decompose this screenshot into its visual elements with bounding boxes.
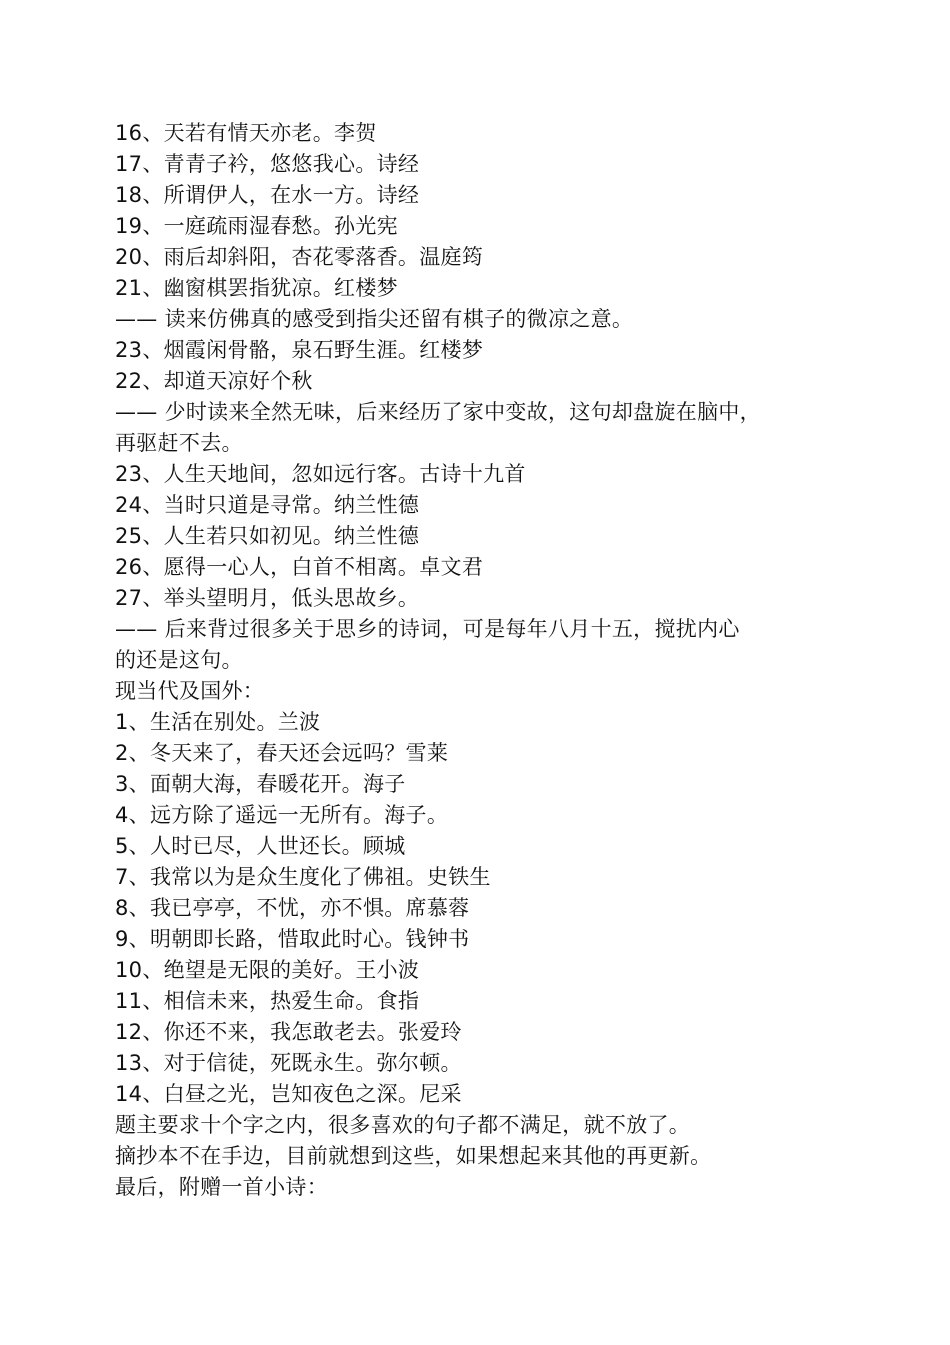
quote-line-17: 17、青青子衿，悠悠我心。诗经 — [115, 152, 420, 176]
modern-quote-10: 10、绝望是无限的美好。王小波 — [115, 958, 420, 982]
modern-quote-12: 12、你还不来，我怎敢老去。张爱玲 — [115, 1020, 462, 1044]
closing-note-2: 摘抄本不在手边，目前就想到这些，如果想起来其他的再更新。 — [115, 1144, 712, 1168]
commentary-continuation: 的还是这句。 — [115, 648, 243, 672]
quote-line-18: 18、所谓伊人，在水一方。诗经 — [115, 183, 420, 207]
quote-line-24: 24、当时只道是寻常。纳兰性德 — [115, 493, 420, 517]
closing-note-1: 题主要求十个字之内，很多喜欢的句子都不满足，就不放了。 — [115, 1113, 691, 1137]
quote-line-19: 19、一庭疏雨湿春愁。孙光宪 — [115, 214, 398, 238]
quote-line-22: 22、却道天凉好个秋 — [115, 369, 313, 393]
modern-quote-5: 5、人时已尽，人世还长。顾城 — [115, 834, 406, 858]
modern-quote-14: 14、白昼之光，岂知夜色之深。尼采 — [115, 1082, 462, 1106]
modern-quote-7: 7、我常以为是众生度化了佛祖。史铁生 — [115, 865, 491, 889]
commentary-line: —— 少时读来全然无味，后来经历了家中变故，这句却盘旋在脑中， — [115, 400, 761, 424]
commentary-continuation: 再驱赶不去。 — [115, 431, 243, 455]
quote-line-20: 20、雨后却斜阳，杏花零落香。温庭筠 — [115, 245, 484, 269]
quote-line-26: 26、愿得一心人，白首不相离。卓文君 — [115, 555, 484, 579]
modern-quote-11: 11、相信未来，热爱生命。食指 — [115, 989, 420, 1013]
modern-quote-1: 1、生活在别处。兰波 — [115, 710, 321, 734]
modern-quote-9: 9、明朝即长路，惜取此时心。钱钟书 — [115, 927, 470, 951]
modern-quote-13: 13、对于信徒，死既永生。弥尔顿。 — [115, 1051, 462, 1075]
quote-line-23b: 23、人生天地间，忽如远行客。古诗十九首 — [115, 462, 526, 486]
document-body — [115, 118, 775, 1203]
closing-note-3: 最后，附赠一首小诗： — [115, 1175, 328, 1199]
quote-line-16: 16、天若有情天亦老。李贺 — [115, 121, 377, 145]
modern-quote-3: 3、面朝大海，春暖花开。海子 — [115, 772, 406, 796]
section-heading: 现当代及国外： — [115, 679, 265, 703]
quote-line-21: 21、幽窗棋罢指犹凉。红楼梦 — [115, 276, 398, 300]
quote-line-23a: 23、烟霞闲骨骼，泉石野生涯。红楼梦 — [115, 338, 484, 362]
modern-quote-8: 8、我已亭亭，不忧，亦不惧。席慕蓉 — [115, 896, 470, 920]
modern-quote-2: 2、冬天来了，春天还会远吗？雪莱 — [115, 741, 449, 765]
quote-line-27: 27、举头望明月，低头思故乡。 — [115, 586, 420, 610]
commentary-line: —— 后来背过很多关于思乡的诗词，可是每年八月十五，搅扰内心 — [115, 617, 740, 641]
modern-quote-4: 4、远方除了遥远一无所有。海子。 — [115, 803, 449, 827]
quote-line-25: 25、人生若只如初见。纳兰性德 — [115, 524, 420, 548]
commentary-line: —— 读来仿佛真的感受到指尖还留有棋子的微凉之意。 — [115, 307, 634, 331]
